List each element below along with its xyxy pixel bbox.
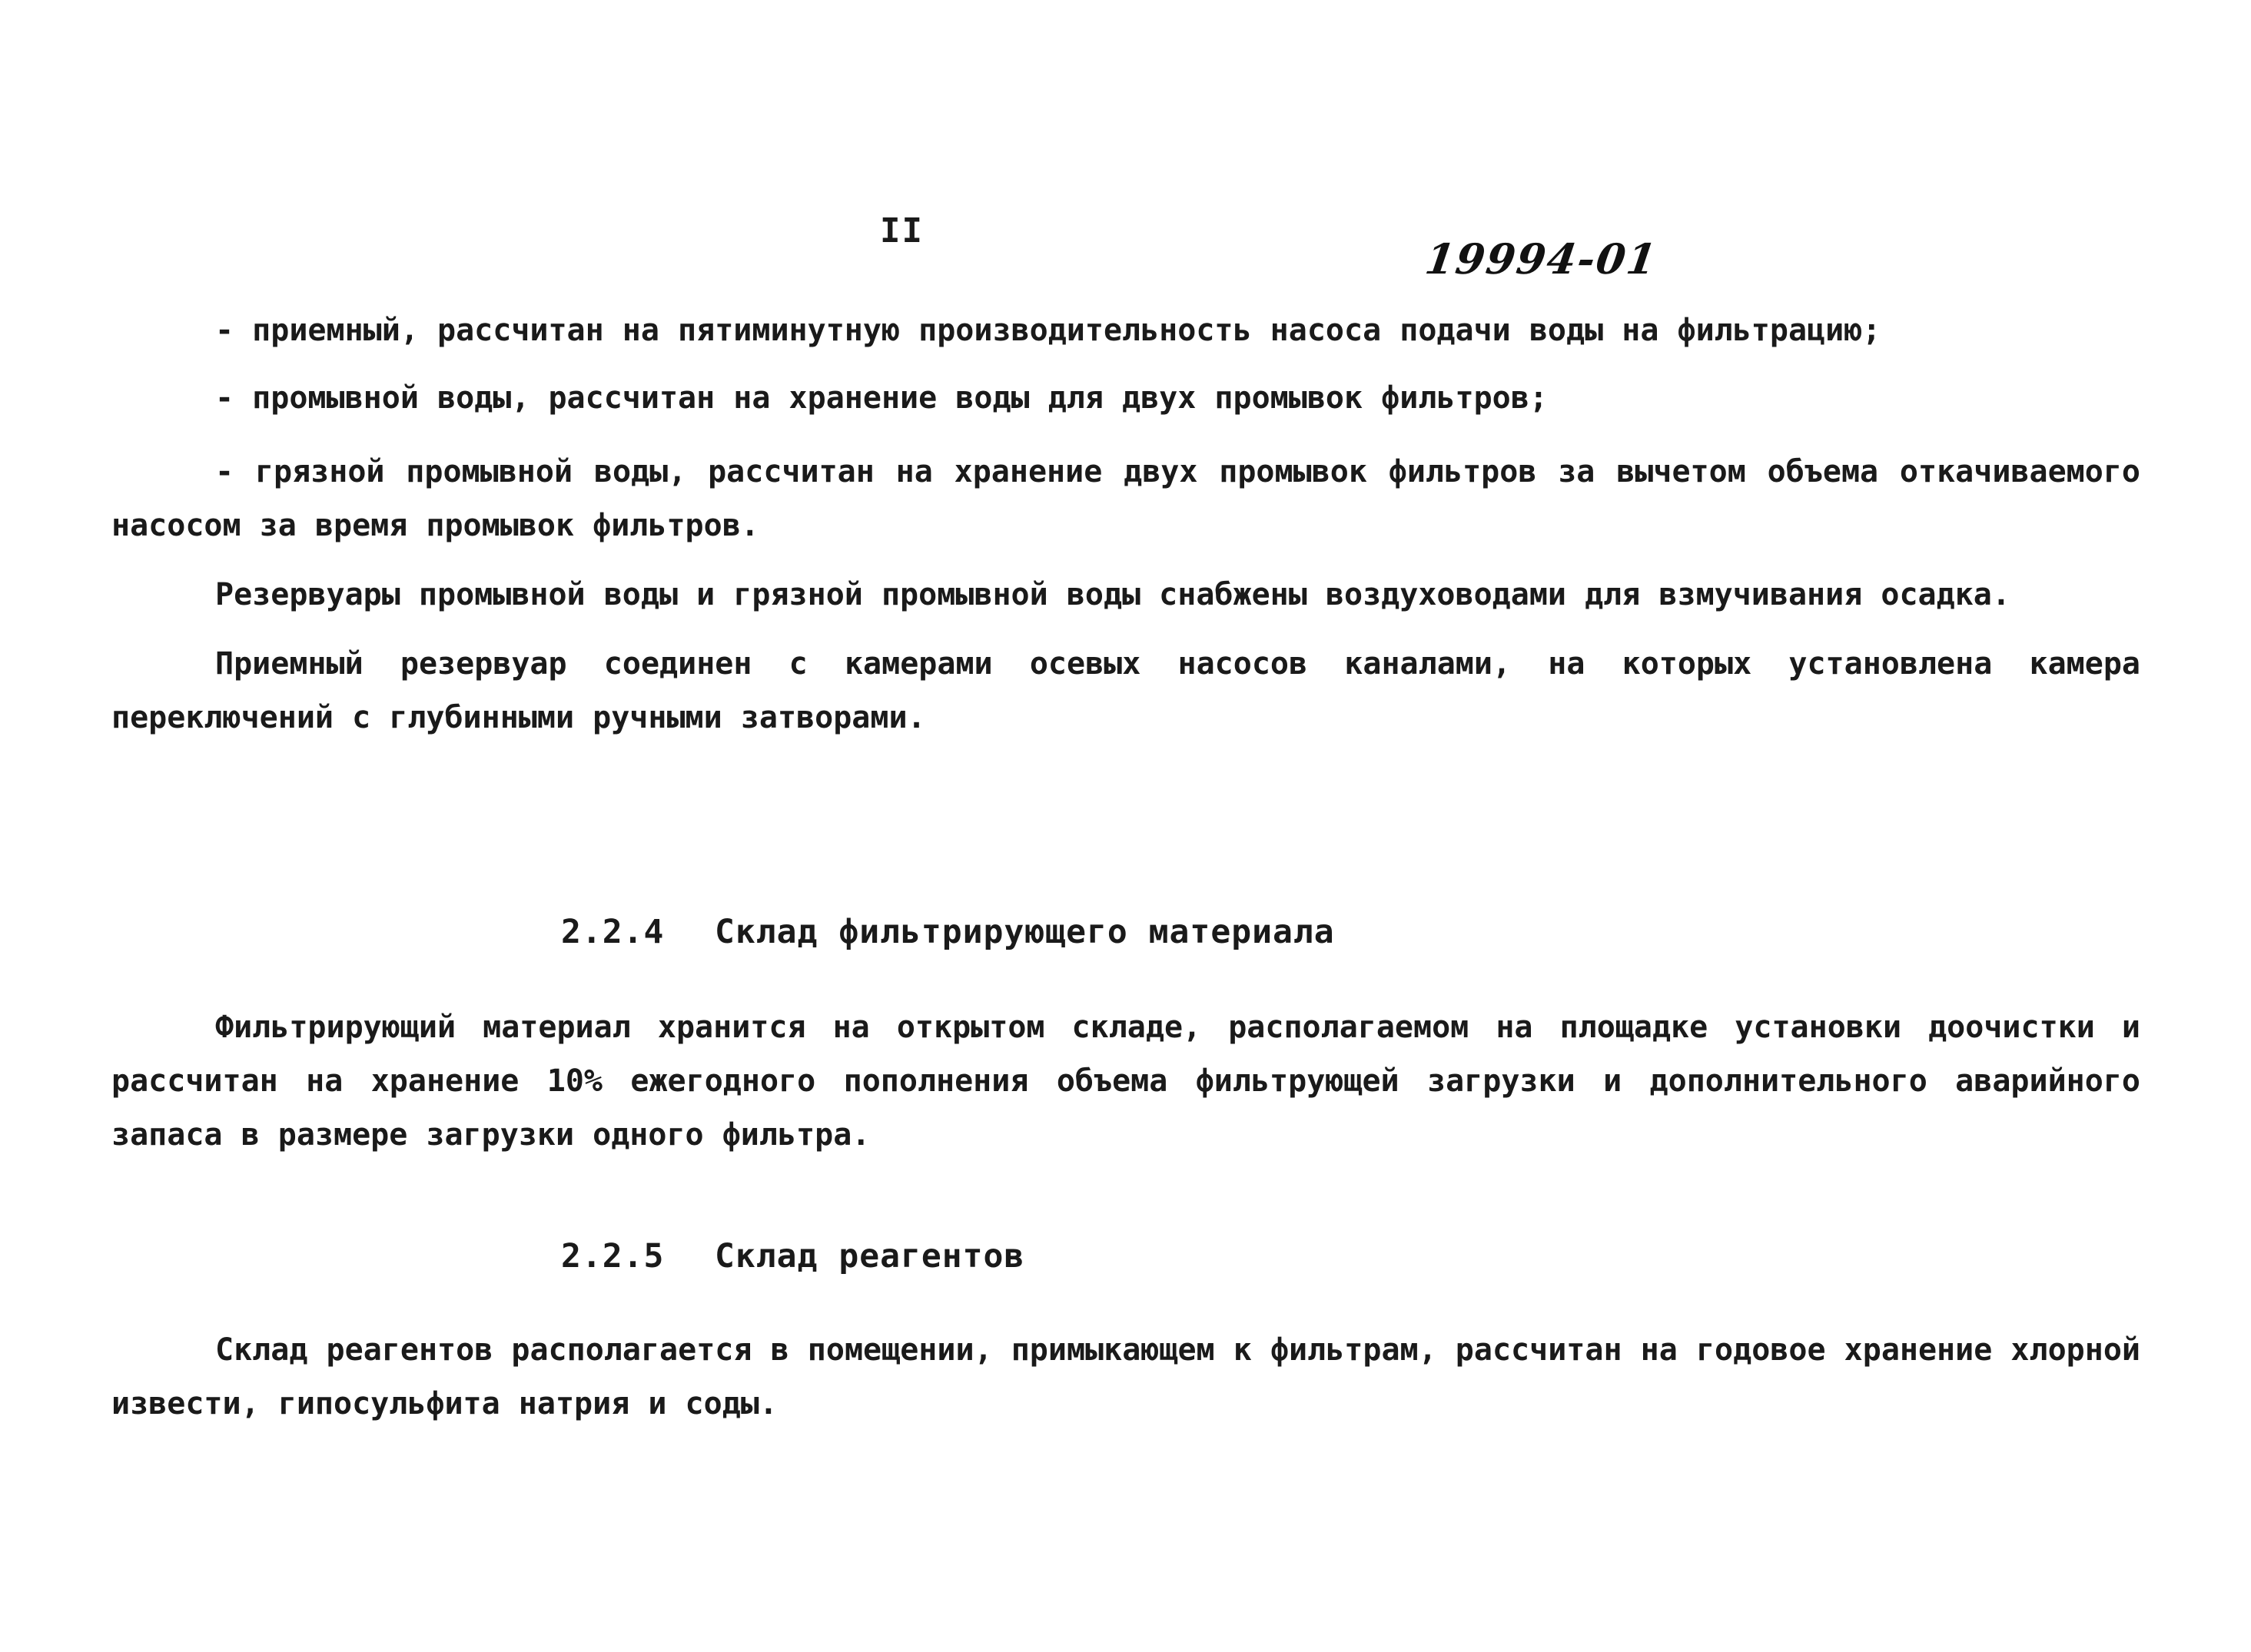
paragraph-dirty-wash-water-reservoir: - грязной промывной воды, рассчитан на хранение двух промывок фильтров за вычетом объема откачиваемого насосом за время промывок фильтров. [111,454,2140,543]
paragraph-reservoir-air-ducts: Резервуары промывной воды и грязной промывной воды снабжены воздуховодами для взмучивания осадка. [215,577,2010,612]
handwritten-registration-number: 19994-01 [1422,234,1661,284]
paragraph-reagent-storage: Склад реагентов располагается в помещении, примыкающем к фильтрам, рассчитан на годовое хранение хлорной извести, гипосульфита натрия и соды. [111,1332,2140,1421]
reservoir-list [111,304,2140,745]
section-title: Склад фильтрирующего материала [715,913,1335,951]
section-heading-2-2-5 [561,1237,1024,1275]
section-2-2-5-body [111,1323,2140,1431]
paragraph-receiving-reservoir: - приемный, рассчитан на пятиминутную производительность насоса подачи воды на фильтрацию; [215,313,1881,348]
section-number: 2.2.5 [561,1237,665,1275]
paragraph-wash-water-reservoir: - промывной воды, рассчитан на хранение воды для двух промывок фильтров; [215,380,1548,416]
paragraph-receiving-reservoir-connection: Приемный резервуар соединен с камерами осевых насосов каналами, на которых установлена камера переключений с глубинными ручными затворами. [111,646,2140,735]
page-number: II [880,211,924,250]
section-number: 2.2.4 [561,913,665,951]
section-2-2-4-body [111,1000,2140,1162]
section-title: Склад реагентов [715,1237,1025,1275]
section-heading-2-2-4 [561,913,1335,951]
paragraph-filter-material-storage: Фильтрирующий материал хранится на открытом складе, располагаемом на площадке установки доочистки и рассчитан на хранение 10% ежегодного пополнения объема фильтрующей загрузки и дополнительного аварийного запаса в размере загрузки одного фильтра. [111,1010,2140,1153]
